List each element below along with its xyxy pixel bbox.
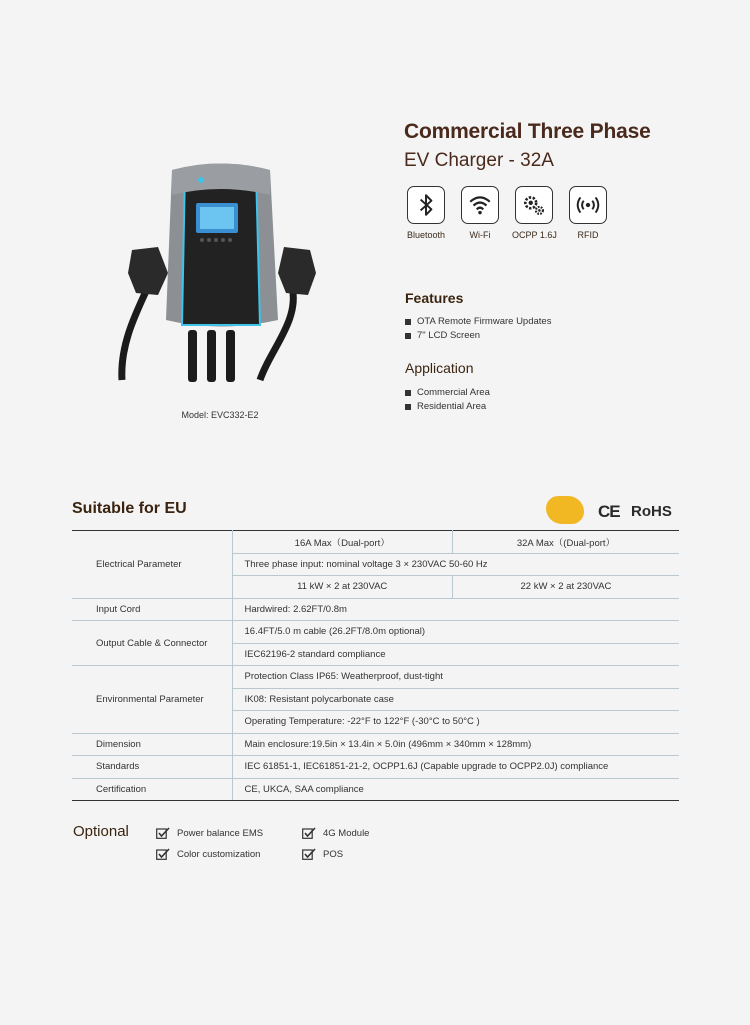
table-cell: IK08: Resistant polycarbonate case xyxy=(232,688,679,711)
rohs-mark: RoHS xyxy=(631,503,672,520)
table-cell: Hardwired: 2.62FT/0.8m xyxy=(232,598,679,621)
product-image xyxy=(110,155,330,390)
certification-marks xyxy=(546,496,676,526)
table-cell: Operating Temperature: -22°F to 122°F (-30°C to 50°C ) xyxy=(232,711,679,734)
rfid-icon xyxy=(575,192,601,218)
optional-heading: Optional xyxy=(73,823,129,840)
checkbox-checked-icon xyxy=(156,848,170,860)
feature-label: Wi-Fi xyxy=(469,230,491,240)
model-caption: Model: EVC332-E2 xyxy=(181,410,259,420)
application-heading: Application xyxy=(405,360,474,376)
row-label: Certification xyxy=(72,778,232,801)
table-cell: CE, UKCA, SAA compliance xyxy=(232,778,679,801)
table-row xyxy=(72,666,679,689)
table-row xyxy=(72,778,679,801)
application-list xyxy=(405,386,490,414)
table-cell: 22 kW × 2 at 230VAC xyxy=(452,576,679,599)
spec-table xyxy=(72,530,679,801)
row-label: Input Cord xyxy=(72,598,232,621)
table-cell: IEC62196-2 standard compliance xyxy=(232,643,679,666)
checkbox-checked-icon xyxy=(156,827,170,839)
list-item: 7" LCD Screen xyxy=(405,329,551,343)
table-cell: Protection Class IP65: Weatherproof, dust-tight xyxy=(232,666,679,689)
row-label: Output Cable & Connector xyxy=(72,621,232,666)
optional-label: 4G Module xyxy=(323,827,370,839)
list-item: Commercial Area xyxy=(405,386,490,400)
table-row xyxy=(72,756,679,779)
table-cell: IEC 61851-1, IEC61851-21-2, OCPP1.6J (Capable upgrade to OCPP2.0J) compliance xyxy=(232,756,679,779)
feature-label: RFID xyxy=(577,230,599,240)
optional-label: Power balance EMS xyxy=(177,827,264,839)
row-label: Environmental Parameter xyxy=(72,666,232,734)
row-label: Electrical Parameter xyxy=(72,531,232,599)
row-label: Standards xyxy=(72,756,232,779)
table-cell: 32A Max（(Dual-port） xyxy=(452,531,679,554)
wifi-icon xyxy=(467,192,493,218)
feature-bluetooth xyxy=(404,186,448,240)
table-row xyxy=(72,531,679,554)
feature-ocpp xyxy=(512,186,556,240)
feature-label: OCPP 1.6J xyxy=(512,230,557,240)
table-cell: 16.4FT/5.0 m cable (26.2FT/8.0m optional) xyxy=(232,621,679,644)
optional-item xyxy=(156,848,260,860)
table-cell: Main enclosure:19.5in × 13.4in × 5.0in (496mm × 340mm × 128mm) xyxy=(232,733,679,756)
ce-mark: CE xyxy=(598,502,620,521)
table-cell: Three phase input: nominal voltage 3 × 230VAC 50-60 Hz xyxy=(232,553,679,576)
gears-icon xyxy=(521,192,547,218)
table-row xyxy=(72,621,679,644)
page-title: Commercial Three Phase xyxy=(404,120,651,143)
table-row xyxy=(72,598,679,621)
page-subtitle: EV Charger - 32A xyxy=(404,150,554,171)
feature-rfid xyxy=(566,186,610,240)
optional-label: POS xyxy=(323,848,344,860)
table-row xyxy=(72,733,679,756)
suitable-region: Suitable for EU xyxy=(72,500,187,517)
table-cell: 16A Max（Dual-port） xyxy=(232,531,452,554)
bluetooth-icon xyxy=(413,192,439,218)
optional-item xyxy=(156,827,263,839)
list-item: OTA Remote Firmware Updates xyxy=(405,315,551,329)
row-label: Dimension xyxy=(72,733,232,756)
feature-wifi xyxy=(458,186,502,240)
list-item: Residential Area xyxy=(405,400,490,414)
table-cell: 11 kW × 2 at 230VAC xyxy=(232,576,452,599)
optional-item xyxy=(302,827,369,839)
optional-item xyxy=(302,848,343,860)
checkbox-checked-icon xyxy=(302,827,316,839)
seal-logo xyxy=(546,496,584,524)
feature-icons xyxy=(404,186,624,246)
features-heading: Features xyxy=(405,290,464,306)
checkbox-checked-icon xyxy=(302,848,316,860)
feature-label: Bluetooth xyxy=(406,230,446,240)
features-list xyxy=(405,315,551,343)
optional-label: Color customization xyxy=(177,848,261,860)
